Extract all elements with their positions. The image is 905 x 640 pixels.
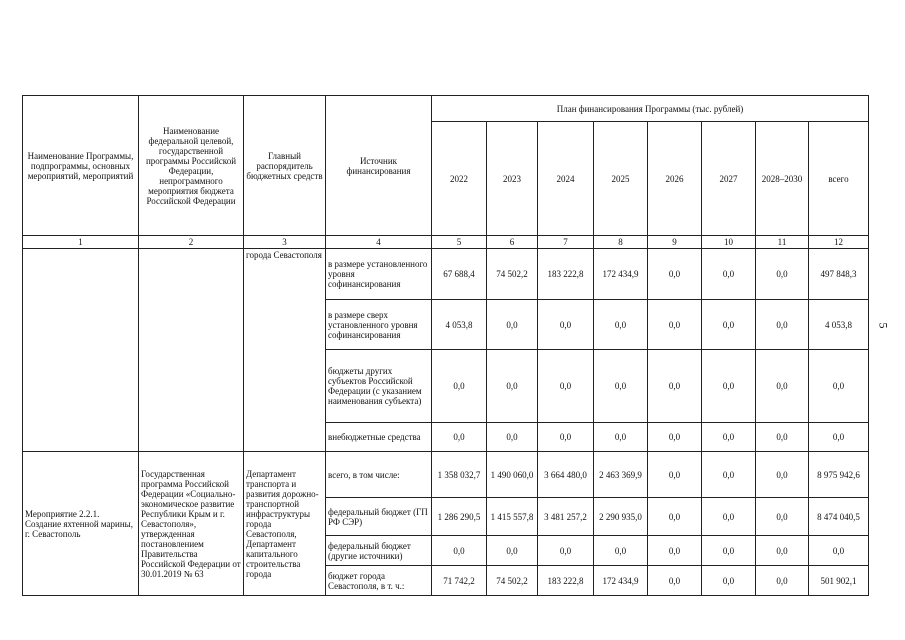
value-cell: 0,0 bbox=[756, 423, 809, 452]
value-cell: 0,0 bbox=[648, 498, 702, 536]
value-cell: 1 490 060,0 bbox=[487, 452, 538, 498]
value-cell: 0,0 bbox=[809, 536, 869, 566]
block2-event: Мероприятие 2.2.1. Создание яхтенной марины, г. Севастополь bbox=[23, 452, 139, 596]
value-cell: 0,0 bbox=[538, 423, 594, 452]
value-cell: 183 222,8 bbox=[538, 249, 594, 300]
block1-event-cell bbox=[23, 249, 139, 452]
source-cell: федеральный бюджет (другие источники) bbox=[326, 536, 432, 566]
block2-distributor: Департамент транспорта и развития дорожно-транспортной инфраструктуры города Севастополя, Департамент капитального строительства города bbox=[244, 452, 326, 596]
header-row-1 bbox=[23, 96, 869, 122]
source-cell: в размере сверх установленного уровня софинансирования bbox=[326, 300, 432, 350]
value-cell: 71 742,2 bbox=[432, 566, 487, 596]
value-cell: 0,0 bbox=[702, 300, 756, 350]
col-number: 8 bbox=[594, 236, 648, 249]
block2-program: Государственная программа Российской Федерации «Социально-экономическое развитие Республики Крым и г. Севастополя», утвержденная постановлением Правительства Российской Федерации от 30.01.2019 № 63 bbox=[139, 452, 244, 596]
value-cell: 172 434,9 bbox=[594, 249, 648, 300]
block1-program-cell bbox=[139, 249, 244, 452]
table-row bbox=[23, 452, 869, 498]
value-cell: 0,0 bbox=[538, 300, 594, 350]
financing-table bbox=[22, 95, 869, 596]
value-cell: 0,0 bbox=[487, 350, 538, 423]
value-cell: 0,0 bbox=[432, 350, 487, 423]
value-cell: 0,0 bbox=[756, 452, 809, 498]
value-cell: 1 286 290,5 bbox=[432, 498, 487, 536]
value-cell: 0,0 bbox=[809, 350, 869, 423]
header-year-2025: 2025 bbox=[594, 122, 648, 236]
col-number: 11 bbox=[756, 236, 809, 249]
col-number: 5 bbox=[432, 236, 487, 249]
source-cell: бюджет города Севастополя, в т. ч.: bbox=[326, 566, 432, 596]
header-year-2024: 2024 bbox=[538, 122, 594, 236]
header-year-2026: 2026 bbox=[648, 122, 702, 236]
source-cell: в размере установленного уровня софинансирования bbox=[326, 249, 432, 300]
value-cell: 0,0 bbox=[538, 350, 594, 423]
header-plan-text: План финансирования Программы (тыс. рублей) bbox=[556, 103, 744, 114]
value-cell: 497 848,3 bbox=[809, 249, 869, 300]
header-year-2027: 2027 bbox=[702, 122, 756, 236]
header-year-2022: 2022 bbox=[432, 122, 487, 236]
header-plan bbox=[432, 96, 869, 122]
col-number: 2 bbox=[139, 236, 244, 249]
value-cell: 0,0 bbox=[487, 300, 538, 350]
value-cell: 0,0 bbox=[594, 350, 648, 423]
value-cell: 0,0 bbox=[702, 452, 756, 498]
value-cell: 0,0 bbox=[538, 536, 594, 566]
value-cell: 0,0 bbox=[756, 350, 809, 423]
header-year-2023: 2023 bbox=[487, 122, 538, 236]
table-row bbox=[23, 249, 869, 300]
col-number: 9 bbox=[648, 236, 702, 249]
col-number: 3 bbox=[244, 236, 326, 249]
col-number: 1 bbox=[23, 236, 139, 249]
value-cell: 0,0 bbox=[702, 536, 756, 566]
value-cell: 172 434,9 bbox=[594, 566, 648, 596]
column-number-row bbox=[23, 236, 869, 249]
value-cell: 0,0 bbox=[648, 566, 702, 596]
header-col-2: Наименование федеральной целевой, государственной программы Российской Федерации, непрограммного мероприятия бюджета Российской Федерации bbox=[139, 96, 244, 236]
value-cell: 0,0 bbox=[648, 452, 702, 498]
value-cell: 0,0 bbox=[594, 300, 648, 350]
value-cell: 1 358 032,7 bbox=[432, 452, 487, 498]
header-total: всего bbox=[809, 122, 869, 236]
value-cell: 0,0 bbox=[809, 423, 869, 452]
value-cell: 0,0 bbox=[594, 536, 648, 566]
value-cell: 0,0 bbox=[702, 498, 756, 536]
value-cell: 0,0 bbox=[756, 498, 809, 536]
source-cell: всего, в том числе: bbox=[326, 452, 432, 498]
value-cell: 74 502,2 bbox=[487, 249, 538, 300]
col-number: 12 bbox=[809, 236, 869, 249]
value-cell: 0,0 bbox=[648, 423, 702, 452]
header-col-1: Наименование Программы, подпрограммы, основных мероприятий, мероприятий bbox=[23, 96, 139, 236]
value-cell: 3 481 257,2 bbox=[538, 498, 594, 536]
block1-distributor: города Севастополя bbox=[244, 249, 326, 452]
value-cell: 0,0 bbox=[756, 536, 809, 566]
value-cell: 0,0 bbox=[702, 249, 756, 300]
value-cell: 0,0 bbox=[487, 423, 538, 452]
col-number: 10 bbox=[702, 236, 756, 249]
source-cell: федеральный бюджет (ГП РФ СЭР) bbox=[326, 498, 432, 536]
source-cell: бюджеты других субъектов Российской Федерации (с указанием наименования субъекта) bbox=[326, 350, 432, 423]
value-cell: 0,0 bbox=[648, 350, 702, 423]
header-col-4: Источник финансирования bbox=[326, 96, 432, 236]
value-cell: 74 502,2 bbox=[487, 566, 538, 596]
value-cell: 8 474 040,5 bbox=[809, 498, 869, 536]
col-number: 6 bbox=[487, 236, 538, 249]
value-cell: 0,0 bbox=[702, 423, 756, 452]
value-cell: 4 053,8 bbox=[432, 300, 487, 350]
value-cell: 2 290 935,0 bbox=[594, 498, 648, 536]
value-cell: 2 463 369,9 bbox=[594, 452, 648, 498]
value-cell: 0,0 bbox=[756, 300, 809, 350]
value-cell: 0,0 bbox=[648, 300, 702, 350]
value-cell: 0,0 bbox=[594, 423, 648, 452]
value-cell: 0,0 bbox=[702, 566, 756, 596]
value-cell: 0,0 bbox=[648, 249, 702, 300]
value-cell: 501 902,1 bbox=[809, 566, 869, 596]
col-number: 4 bbox=[326, 236, 432, 249]
value-cell: 0,0 bbox=[432, 423, 487, 452]
value-cell: 4 053,8 bbox=[809, 300, 869, 350]
value-cell: 1 415 557,8 bbox=[487, 498, 538, 536]
value-cell: 0,0 bbox=[756, 566, 809, 596]
value-cell: 8 975 942,6 bbox=[809, 452, 869, 498]
value-cell: 0,0 bbox=[487, 536, 538, 566]
value-cell: 0,0 bbox=[702, 350, 756, 423]
source-cell: внебюджетные средства bbox=[326, 423, 432, 452]
value-cell: 183 222,8 bbox=[538, 566, 594, 596]
value-cell: 0,0 bbox=[756, 249, 809, 300]
header-year-2028-2030: 2028–2030 bbox=[756, 122, 809, 236]
value-cell: 0,0 bbox=[432, 536, 487, 566]
col-number: 7 bbox=[538, 236, 594, 249]
page-number: 5 bbox=[876, 322, 891, 329]
value-cell: 3 664 480,0 bbox=[538, 452, 594, 498]
header-col-3: Главный распорядитель бюджетных средств bbox=[244, 96, 326, 236]
value-cell: 0,0 bbox=[648, 536, 702, 566]
value-cell: 67 688,4 bbox=[432, 249, 487, 300]
